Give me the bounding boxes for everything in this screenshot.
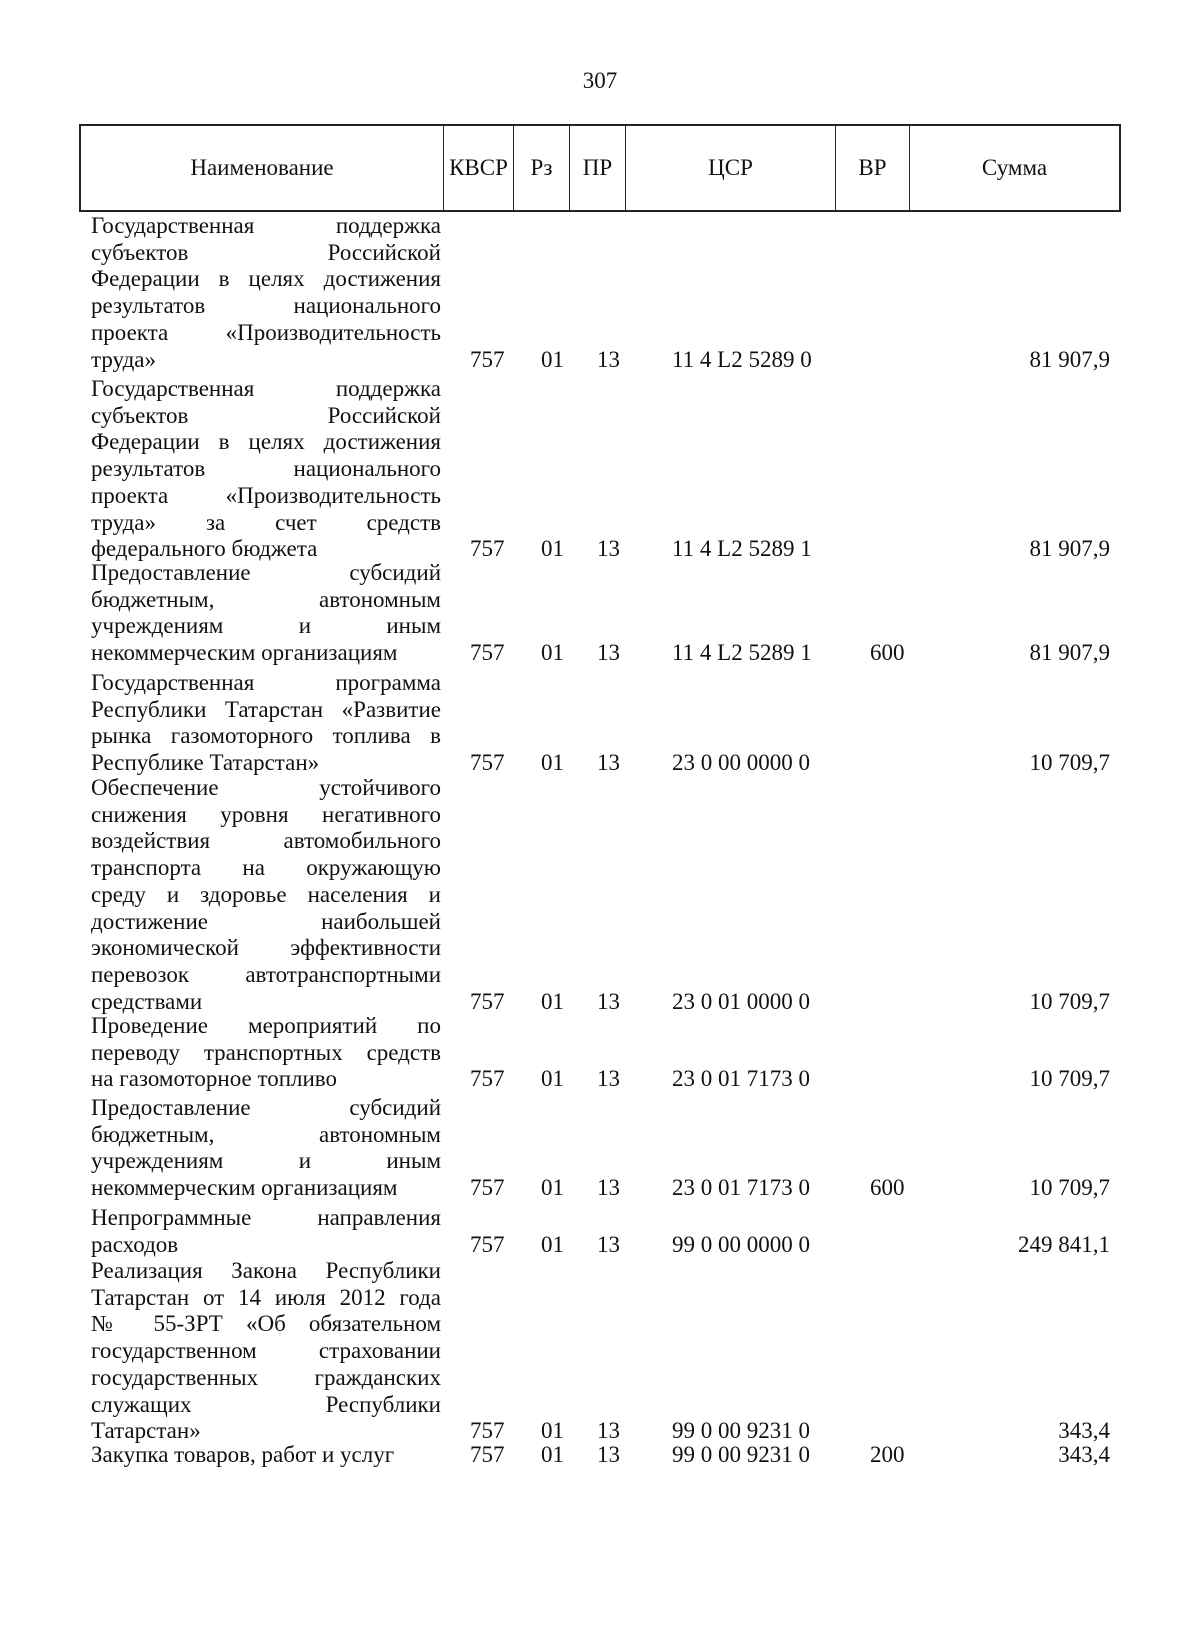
table-header (79, 124, 1121, 212)
row-name-line: бюджетным, автономным (91, 586, 441, 612)
row-name-line: Татарстан от 14 июля 2012 года (91, 1284, 441, 1310)
row-name-line: среду и здоровье населения и (91, 881, 441, 907)
row-name-line: служащих Республики (91, 1391, 441, 1417)
table-row (0, 1442, 1200, 1469)
cell-sum: 10 709,7 (1029, 750, 1110, 776)
cell-pr: 13 (597, 1442, 620, 1467)
cell-kvsr: 757 (470, 1066, 505, 1092)
cell-kvsr: 757 (470, 536, 505, 562)
cell-rz: 01 (541, 640, 564, 666)
row-name-line: проекта «Производительность (91, 482, 441, 508)
row-name-line: некоммерческим организациям (91, 640, 398, 666)
cell-rz: 01 (541, 1175, 564, 1201)
cell-sum: 343,4 (1058, 1418, 1110, 1444)
cell-pr: 13 (597, 1231, 620, 1257)
row-name-line: перевозок автотранспортными (91, 961, 441, 987)
row-name-line: достижение наибольшей (91, 908, 441, 934)
cell-csr: 23 0 00 0000 0 (672, 750, 810, 776)
column-header-name: Наименование (190, 155, 334, 180)
row-name (91, 1013, 441, 1093)
cell-pr: 13 (597, 536, 620, 562)
row-name-line: рынка газомоторного топлива в (91, 723, 441, 749)
row-name-line: Государственная поддержка (91, 213, 441, 238)
cell-rz: 01 (541, 536, 564, 562)
row-name-line: бюджетным, автономным (91, 1121, 441, 1147)
cell-sum: 81 907,9 (1029, 640, 1110, 666)
row-name-line: государственном страховании (91, 1338, 441, 1364)
cell-rz: 01 (541, 988, 564, 1014)
row-name-line: Закупка товаров, работ и услуг (91, 1442, 395, 1467)
cell-pr: 13 (597, 1175, 620, 1201)
row-name-line: некоммерческим организациям (91, 1175, 398, 1201)
cell-csr: 23 0 01 0000 0 (672, 988, 810, 1014)
row-name-line: труда» (91, 346, 156, 372)
row-name-line: Непрограммные направления (91, 1205, 441, 1230)
row-name (91, 670, 441, 777)
table-row (0, 213, 1200, 373)
cell-csr: 99 0 00 0000 0 (672, 1231, 810, 1257)
row-name (91, 775, 441, 1015)
row-name-line: Реализация Закона Республики (91, 1258, 441, 1283)
cell-pr: 13 (597, 346, 620, 372)
row-name (91, 1258, 441, 1445)
row-name-line: Предоставление субсидий (91, 1095, 441, 1120)
cell-sum: 249 841,1 (1018, 1231, 1110, 1257)
row-name-line: учреждениям и иным (91, 1148, 441, 1174)
cell-pr: 13 (597, 750, 620, 776)
row-name (91, 376, 441, 563)
cell-csr: 11 4 L2 5289 0 (672, 346, 812, 372)
cell-kvsr: 757 (470, 988, 505, 1014)
column-header-sum: Сумма (909, 126, 1119, 210)
column-header-pr: ПР (569, 126, 625, 210)
column-header-kvsr: КВСР (443, 126, 513, 210)
row-name-line: Республики Татарстан «Развитие (91, 696, 441, 722)
row-name-line: результатов национального (91, 293, 441, 319)
row-name-line: снижения уровня негативного (91, 801, 441, 827)
cell-kvsr: 757 (470, 1442, 505, 1467)
cell-csr: 99 0 00 9231 0 (672, 1442, 810, 1467)
row-name-line: субъектов Российской (91, 402, 441, 428)
row-name-line: труда» за счет средств (91, 509, 441, 535)
cell-vr: 600 (870, 640, 905, 666)
cell-pr: 13 (597, 640, 620, 666)
cell-sum: 10 709,7 (1029, 1066, 1110, 1092)
cell-pr: 13 (597, 1418, 620, 1444)
row-name-line: Федерации в целях достижения (91, 266, 441, 292)
cell-csr: 11 4 L2 5289 1 (672, 536, 812, 562)
table-row (0, 670, 1200, 777)
cell-kvsr: 757 (470, 750, 505, 776)
row-name-line: № 55-ЗРТ «Об обязательном (91, 1311, 441, 1337)
cell-pr: 13 (597, 1066, 620, 1092)
row-name-line: переводу транспортных средств (91, 1039, 441, 1065)
cell-rz: 01 (541, 750, 564, 776)
row-name (91, 1205, 441, 1258)
row-name-line: Татарстан» (91, 1418, 201, 1444)
cell-rz: 01 (541, 1231, 564, 1257)
cell-csr: 99 0 00 9231 0 (672, 1418, 810, 1444)
row-name-line: Обеспечение устойчивого (91, 775, 441, 800)
cell-sum: 81 907,9 (1029, 536, 1110, 562)
row-name-line: учреждениям и иным (91, 613, 441, 639)
column-header-rz: Рз (513, 126, 569, 210)
table-row (0, 560, 1200, 667)
row-name (91, 560, 441, 667)
row-name-line: Республике Татарстан» (91, 750, 320, 776)
row-name-line: Государственная поддержка (91, 376, 441, 401)
page-number: 307 (582, 68, 618, 93)
row-name-line: результатов национального (91, 456, 441, 482)
table-row (0, 1205, 1200, 1258)
cell-sum: 10 709,7 (1029, 988, 1110, 1014)
cell-sum: 343,4 (1058, 1442, 1110, 1467)
table-row (0, 1095, 1200, 1202)
cell-rz: 01 (541, 1066, 564, 1092)
cell-csr: 23 0 01 7173 0 (672, 1066, 810, 1092)
cell-kvsr: 757 (470, 1418, 505, 1444)
cell-pr: 13 (597, 988, 620, 1014)
row-name-line: средствами (91, 988, 203, 1014)
cell-csr: 23 0 01 7173 0 (672, 1175, 810, 1201)
cell-kvsr: 757 (470, 1231, 505, 1257)
row-name-line: на газомоторное топливо (91, 1066, 338, 1092)
cell-rz: 01 (541, 346, 564, 372)
cell-rz: 01 (541, 1418, 564, 1444)
table-row (0, 376, 1200, 563)
row-name-line: расходов (91, 1231, 179, 1257)
cell-vr: 200 (870, 1442, 905, 1467)
row-name-line: Федерации в целях достижения (91, 429, 441, 455)
column-header-vr: ВР (835, 126, 909, 210)
cell-kvsr: 757 (470, 1175, 505, 1201)
row-name-line: государственных гражданских (91, 1364, 441, 1390)
row-name-line: Проведение мероприятий по (91, 1013, 441, 1038)
row-name-line: транспорта на окружающую (91, 855, 441, 881)
row-name (91, 1095, 441, 1202)
cell-kvsr: 757 (470, 640, 505, 666)
cell-csr: 11 4 L2 5289 1 (672, 640, 812, 666)
table-row (0, 1258, 1200, 1445)
row-name-line: федерального бюджета (91, 536, 318, 562)
row-name-line: субъектов Российской (91, 239, 441, 265)
row-name-line: экономической эффективности (91, 935, 441, 961)
row-name-line: Предоставление субсидий (91, 560, 441, 585)
row-name-line: Государственная программа (91, 670, 441, 695)
cell-rz: 01 (541, 1442, 564, 1467)
table-row (0, 775, 1200, 1015)
row-name-line: проекта «Производительность (91, 319, 441, 345)
row-name (91, 213, 441, 373)
cell-vr: 600 (870, 1175, 905, 1201)
cell-kvsr: 757 (470, 346, 505, 372)
cell-sum: 10 709,7 (1029, 1175, 1110, 1201)
column-header-csr: ЦСР (625, 126, 835, 210)
row-name (91, 1442, 441, 1469)
table-row (0, 1013, 1200, 1093)
cell-sum: 81 907,9 (1029, 346, 1110, 372)
row-name-line: воздействия автомобильного (91, 828, 441, 854)
